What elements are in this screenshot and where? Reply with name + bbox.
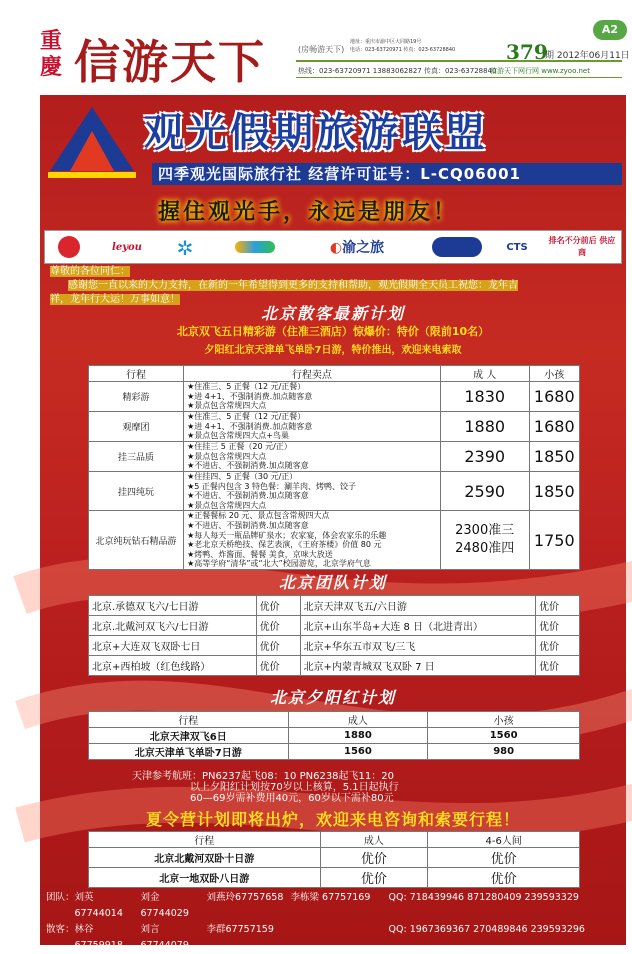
feature-line: ★不进店、不强制消费.加点随客意 [187,491,309,501]
contact-row-team [46,890,626,922]
child-price: 980 [428,744,580,760]
child-price: 1850 [529,442,579,472]
issue-number: 379 [506,40,548,64]
table-row [89,412,580,442]
flight-info [132,771,612,804]
feature-line: ★住挂四、5 正餐（30 元/正） [187,472,298,481]
child-price: 1750 [529,511,579,570]
partner-logo-pinwheel-icon: ✲ [176,236,194,260]
partner-logo-globe-icon [427,235,487,261]
alliance-title: 观光假期旅游联盟 [144,109,488,156]
feature-line: ★正餐餐标 20 元、景点包含常规四大点 [187,511,330,521]
slogan: 握住观光手，永远是朋友！ [158,200,459,225]
brand-subtitle: (房畅游天下) [298,45,345,54]
room-price: 优价 [428,868,580,888]
route-name: 北京纯玩钻石精品游 [89,511,184,570]
route-features [184,412,441,442]
table-row [89,728,580,744]
feature-line: ★住挂三 5 正餐（20 元/正） [187,442,292,452]
website-link[interactable]: 信游天下网行网 www.zyoo.net [490,67,590,75]
price-cell: 优价 [256,636,300,656]
table-row [89,656,580,676]
beijing-fit-table [88,365,580,570]
main-ad-panel [40,95,626,951]
contact-qq: QQ: 1967369367 270489846 239593296 [388,924,585,935]
col-header-child: 小孩 [428,712,580,728]
yuzhilv-mark-icon: ◐ [329,240,343,256]
route-name: 北京.北戴河双飞六/七日游 [89,616,257,636]
col-header-features: 行程卖点 [184,366,441,382]
contact-name: 刘言67744079 [140,924,189,951]
section-title-beijing-fit: 北京散客最新计划 [260,304,405,323]
promo-line-2: 夕阳红北京天津单飞单卧7日游，特价推出，欢迎来电索取 [204,345,462,356]
flight-line: 天津参考航班：PN6237起飞08：10 PN6238起飞11：20 [132,771,394,782]
route-features [184,442,441,472]
promo-line-1: 北京双飞五日精彩游（住准三酒店）惊爆价：特价（限前10名） [176,325,490,338]
partner-logo-strip [44,230,622,264]
price-cell: 优价 [536,596,580,616]
child-price: 1680 [529,382,579,412]
route-name: 北京天津单飞单卧7日游 [89,744,289,760]
child-price: 1850 [529,472,579,511]
section-title-beijing-group: 北京团队计划 [278,573,387,592]
route-name: 精彩游 [89,382,184,412]
col-header-route: 行程 [89,366,184,382]
partner-logo-leyou: leyou [112,242,142,253]
col-header-adult: 成人 [320,832,428,848]
adult-price: 1880 [440,412,529,442]
contact-label: 散客： [46,924,75,935]
contact-label: 团队： [46,892,75,903]
adult-price: 1880 [288,728,428,744]
contact-name: 林谷67759918 [74,924,123,951]
feature-line: ★高等学府“清华”或“北大”校园游览，北京学府气息 [187,559,371,569]
route-name: 北京天津双飞五/六日游 [300,596,535,616]
table-row [89,511,580,570]
address-block [350,38,455,54]
col-header-adult: 成 人 [440,366,529,382]
feature-line: ★进 4+1、不强制消费.加点随客意 [187,391,313,401]
table-row [89,596,580,616]
route-name: 北京+内蒙青城双飞双卧 7 日 [300,656,535,676]
adult-price: 2590 [440,472,529,511]
feature-line: ★景点包含常规四大点 [187,401,267,411]
feature-line: ★景点包含常规四大点 [187,451,267,461]
greeting-closing: 祥，龙年行大运！万事如意！ [50,294,180,305]
contact-qq: QQ: 718439946 871280409 239593329 [388,892,579,903]
col-header-route: 行程 [89,712,289,728]
feature-line: ★住准三、5 正餐（12 元/正餐） [187,382,306,392]
route-name: 北京一地双卧八日游 [89,868,321,888]
feature-line: ★5 正餐内包含 3 特色餐：涮羊肉、烤鸭、饺子 [187,481,357,491]
route-name: 北京+大连双飞双卧七日 [89,636,257,656]
feature-line: ★住准三、5 正餐（12 元/正餐） [187,412,306,422]
adult-price: 优价 [320,868,428,888]
adult-price: 1830 [440,382,529,412]
summer-camp-table [88,831,580,888]
partner-logo-waves-icon [225,235,285,261]
feature-line: ★不进店、不强制消费.加点随客意 [187,520,309,530]
route-features [184,511,441,570]
table-row [89,744,580,760]
contact-row-fit [46,922,626,954]
price-cell: 优价 [536,616,580,636]
price-cell: 优价 [256,596,300,616]
table-row [89,382,580,412]
route-name: 北京北戴河双卧十日游 [89,848,321,868]
address-line: 地址：重庆市渝中区大同路19号 [350,39,422,45]
table-row [89,442,580,472]
city-calligraphy: 重慶 [40,28,63,80]
adult-price: 优价 [320,848,428,868]
contact-spacer [291,922,371,954]
contact-name: 刘金67744029 [140,892,189,919]
col-header-adult: 成人 [288,712,428,728]
table-row [89,616,580,636]
adult-price: 1560 [288,744,428,760]
address-tel-line: 电话：023-63720971 传真：023-63728840 [350,47,456,53]
table-row [89,868,580,888]
contact-name: 李群67757159 [206,924,274,935]
contact-name: 刘燕玲67757658 [206,892,284,903]
route-name: 挂四纯玩 [89,472,184,511]
hotline: 热线：023-63720971 13883062827 传真：023-63728840 [298,67,497,75]
feature-line: ★每人每天一瓶品牌矿泉水；农家宴，体会农家乐的乐趣 [187,530,387,540]
route-name: 北京天津双飞6日 [89,728,289,744]
contact-name: 李栋梁 67757169 [290,892,371,903]
feature-line: ★景点包含常规四大点 [187,500,267,510]
route-name: 观摩团 [89,412,184,442]
senior-tour-table [88,711,580,760]
table-row [89,848,580,868]
issue-date: 期 2012年06月11日 [545,51,630,61]
col-header-child: 小孩 [529,366,579,382]
page-badge: A2 [593,20,627,40]
feature-line: ★景点包含常规四大点+鸟巢 [187,431,289,441]
price-cell: 优价 [536,636,580,656]
route-name: 北京+山东半岛+大连 8 日（北进青出） [300,616,535,636]
feature-line: ★不进店、不强制消费.加点随客意 [187,461,309,471]
partner-logo-supplier: 排名不分前后 供应商 [548,236,616,257]
partner-logo-yuzhilv [297,235,417,261]
flight-line: 60—69岁需补费用40元，60岁以下需补80元 [190,793,394,804]
flight-line: 以上夕阳红计划按70岁以上核算，5.1日起执行 [190,782,399,793]
travel-agency-logo-icon [44,101,140,187]
masthead-rule-bottom [296,77,622,78]
price-cell: 优价 [536,656,580,676]
route-features [184,382,441,412]
col-header-room: 4-6人间 [428,832,580,848]
table-row [89,636,580,656]
col-header-route: 行程 [89,832,321,848]
route-name: 北京+西柏坡（红色线路） [89,656,257,676]
adult-price: 2390 [440,442,529,472]
route-name: 北京.承德双飞六/七日游 [89,596,257,616]
feature-line: ★烤鸭、炸酱面、餐餐 美食，京味大放送 [187,549,333,559]
feature-line: ★老北京天桥绝技、保艺表演，《王府茶楼》价值 80 元 [187,540,382,550]
route-features [184,472,441,511]
brand-title: 信游天下 [74,35,266,89]
license-strip: 四季观光国际旅行社 经营许可证号：L-CQ06001 [152,163,622,185]
partner-logo-yuzhilv-text: 渝之旅 [342,240,385,256]
section-title-senior: 北京夕阳红计划 [269,688,396,707]
greeting-body: 感谢您一直以来的大力支持，在新的一年希望得到更多的支持和帮助，观光假期全天员工祝您：龙年吉 [68,280,518,291]
price-cell: 优价 [256,656,300,676]
child-price: 1560 [428,728,580,744]
partner-logo-mascot-icon [49,235,89,261]
child-price: 1680 [529,412,579,442]
route-name: 挂三品质 [89,442,184,472]
price-cell: 优价 [256,616,300,636]
contact-name: 刘英67744014 [74,892,123,919]
route-name: 北京+华东五市双飞/三飞 [300,636,535,656]
adult-price: 2300准三 2480准四 [440,511,529,570]
greeting-salutation: 尊敬的各位同仁： [50,266,130,277]
beijing-group-table [88,595,580,676]
partner-logo-cts: CTS [506,242,528,253]
contact-block [46,890,626,954]
feature-line: ★进 4+1、不强制消费.加点随客意 [187,421,313,431]
table-row [89,472,580,511]
room-price: 优价 [428,848,580,868]
summer-camp-banner: 夏令营计划即将出炉，欢迎来电咨询和索要行程！ [145,810,520,829]
